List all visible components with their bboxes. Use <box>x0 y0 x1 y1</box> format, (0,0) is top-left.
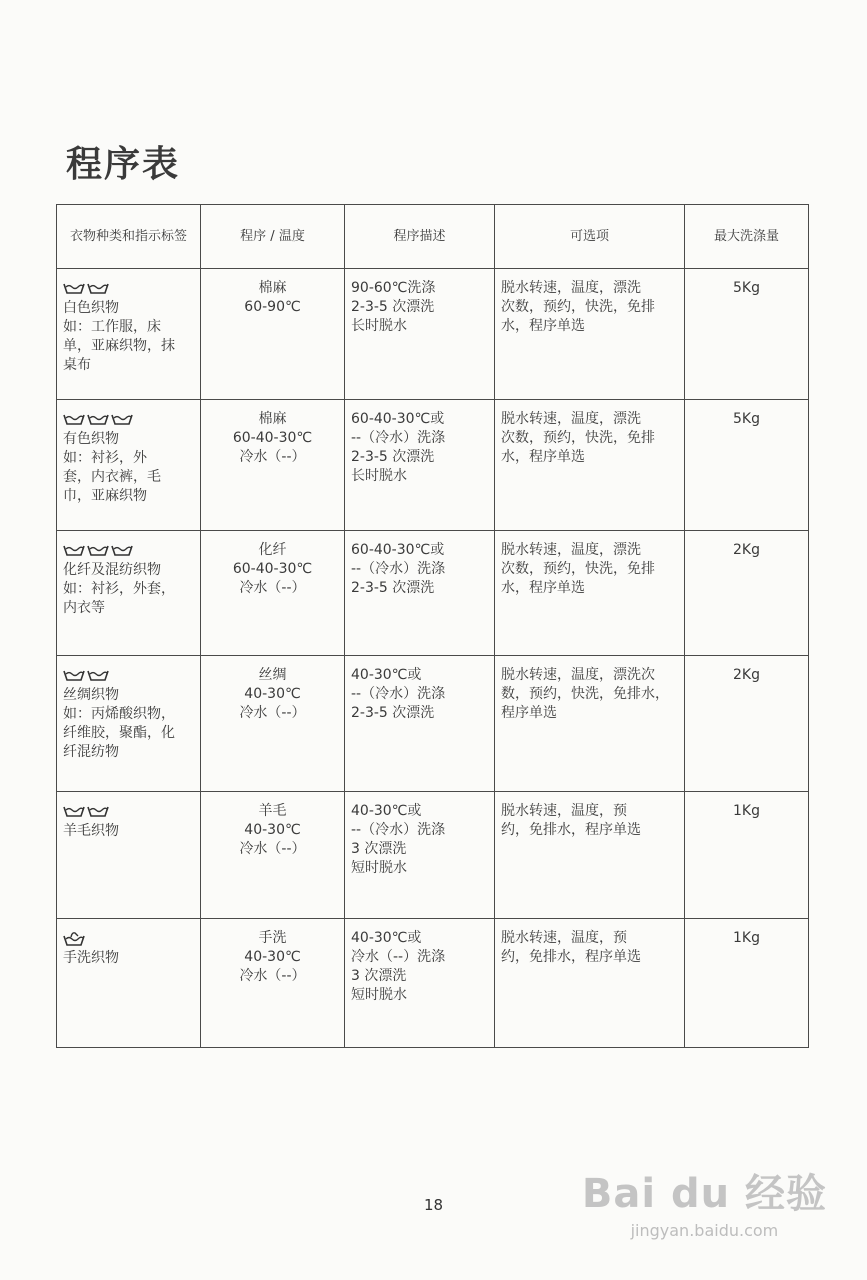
fabric-line: 丝绸织物 <box>63 687 119 704</box>
program-line: 40-30℃ <box>244 821 301 838</box>
wash-tub-icon <box>63 668 85 682</box>
header-max-load: 最大洗涤量 <box>685 205 809 269</box>
program-line: 冷水（--） <box>239 449 306 466</box>
program-desc-cell <box>345 400 495 531</box>
description-line: --（冷水）洗涤 <box>351 821 446 838</box>
fabric-line: 如：衬衫，外 <box>63 450 147 467</box>
description-line: --（冷水）洗涤 <box>351 686 446 703</box>
table-row <box>57 791 809 918</box>
options-cell <box>495 656 685 791</box>
max-load-cell: 5Kg <box>685 400 809 531</box>
care-symbols <box>63 279 194 297</box>
program-desc-cell <box>345 791 495 918</box>
program-table <box>56 204 809 1048</box>
description-line: 2-3-5 次漂洗 <box>351 705 435 722</box>
wash-tub-icon <box>87 412 109 426</box>
program-temp-cell <box>201 531 345 656</box>
program-temp-cell <box>201 269 345 400</box>
fabric-type-cell <box>57 531 201 656</box>
program-temp-cell <box>201 918 345 1047</box>
care-symbols <box>63 410 194 428</box>
description-line: 2-3-5 次漂洗 <box>351 580 435 597</box>
options-line: 水，程序单选 <box>501 449 585 466</box>
program-line: 棉麻 <box>258 280 287 296</box>
fabric-line: 巾，亚麻织物 <box>63 488 147 505</box>
description-line: 3 次漂洗 <box>351 967 407 984</box>
fabric-type-cell <box>57 656 201 791</box>
table-row <box>57 400 809 531</box>
options-line: 脱水转速，温度，预 <box>501 802 627 819</box>
care-symbols <box>63 541 194 559</box>
page-title: 程序表 <box>66 144 181 185</box>
description-line: 短时脱水 <box>351 859 407 876</box>
care-symbols <box>63 666 194 684</box>
header-program-temp: 程序 / 温度 <box>201 205 345 269</box>
table-body <box>57 269 809 1048</box>
program-line: 化纤 <box>258 542 287 559</box>
table-row <box>57 531 809 656</box>
program-temp-cell <box>201 791 345 918</box>
options-cell <box>495 400 685 531</box>
description-line: --（冷水）洗涤 <box>351 430 446 447</box>
description-line: 冷水（--）洗涤 <box>351 948 446 965</box>
description-line: 长时脱水 <box>351 318 407 334</box>
page-number: 18 <box>423 1196 444 1214</box>
description-line: 40-30℃或 <box>351 802 422 819</box>
wash-tub-icon <box>63 804 85 818</box>
options-line: 次数，预约，快洗，免排 <box>501 299 655 315</box>
program-line: 冷水（--） <box>239 840 306 857</box>
options-cell <box>495 918 685 1047</box>
fabric-line: 羊毛织物 <box>63 822 119 839</box>
options-line: 次数，预约，快洗，免排 <box>501 430 655 447</box>
description-line: 40-30℃或 <box>351 667 422 684</box>
description-line: 40-30℃或 <box>351 929 422 946</box>
description-line: --（冷水）洗涤 <box>351 561 446 578</box>
fabric-line: 如：衬衫，外套， <box>63 581 175 598</box>
fabric-line: 白色织物 <box>63 300 119 316</box>
wash-tub-icon <box>87 543 109 557</box>
max-load-cell: 1Kg <box>685 918 809 1047</box>
watermark-logo: Bai du 经验 <box>581 1171 827 1217</box>
fabric-line: 套，内衣裤，毛 <box>63 469 161 486</box>
header-options: 可选项 <box>495 205 685 269</box>
program-temp-cell <box>201 656 345 791</box>
options-line: 数，预约，快洗，免排水， <box>501 686 669 703</box>
max-load-cell: 2Kg <box>685 531 809 656</box>
options-line: 约，免排水，程序单选 <box>501 948 641 965</box>
fabric-line: 如：工作服，床 <box>63 319 161 335</box>
options-line: 脱水转速，温度，漂洗 <box>501 411 641 428</box>
options-line: 约，免排水，程序单选 <box>501 821 641 838</box>
program-desc-cell <box>345 918 495 1047</box>
program-line: 冷水（--） <box>239 580 306 597</box>
fabric-line: 桌布 <box>63 357 91 373</box>
program-desc-cell <box>345 656 495 791</box>
description-line: 短时脱水 <box>351 986 407 1003</box>
description-line: 3 次漂洗 <box>351 840 407 857</box>
watermark <box>582 1162 827 1240</box>
wash-tub-icon <box>63 281 85 295</box>
fabric-line: 内衣等 <box>63 600 105 617</box>
program-line: 40-30℃ <box>244 948 301 965</box>
fabric-type-cell <box>57 400 201 531</box>
header-program-desc: 程序描述 <box>345 205 495 269</box>
program-line: 60-90℃ <box>244 299 301 315</box>
options-line: 脱水转速，温度，漂洗 <box>501 280 641 296</box>
program-line: 冷水（--） <box>239 705 306 722</box>
fabric-type-cell <box>57 269 201 400</box>
fabric-type-cell <box>57 918 201 1047</box>
options-line: 脱水转速，温度，预 <box>501 929 627 946</box>
header-fabric-type: 衣物种类和指示标签 <box>57 205 201 269</box>
description-line: 长时脱水 <box>351 468 407 485</box>
fabric-line: 如：丙烯酸织物， <box>63 706 175 723</box>
max-load-cell: 1Kg <box>685 791 809 918</box>
options-cell <box>495 791 685 918</box>
program-line: 丝绸 <box>258 667 287 684</box>
care-symbols <box>63 929 194 947</box>
table-row <box>57 918 809 1047</box>
wash-tub-icon <box>87 281 109 295</box>
fabric-line: 纤维胶，聚酯，化 <box>63 725 175 742</box>
description-line: 2-3-5 次漂洗 <box>351 449 435 466</box>
program-line: 60-40-30℃ <box>232 561 313 578</box>
fabric-line: 有色织物 <box>63 431 119 448</box>
wash-tub-icon <box>87 668 109 682</box>
program-line: 棉麻 <box>258 411 287 428</box>
program-line: 60-40-30℃ <box>232 430 313 447</box>
wash-tub-icon <box>111 412 133 426</box>
fabric-line: 化纤及混纺织物 <box>63 562 161 579</box>
max-load-cell: 5Kg <box>685 269 809 400</box>
table-header-row <box>57 205 809 269</box>
wash-tub-icon <box>63 543 85 557</box>
table-row <box>57 269 809 400</box>
description-line: 60-40-30℃或 <box>351 411 445 428</box>
options-line: 程序单选 <box>501 705 557 722</box>
program-line: 40-30℃ <box>244 686 301 703</box>
fabric-type-cell <box>57 791 201 918</box>
care-symbols <box>63 802 194 820</box>
program-line: 手洗 <box>258 929 287 946</box>
description-line: 90-60℃洗涤 <box>351 280 436 296</box>
description-line: 60-40-30℃或 <box>351 542 445 559</box>
program-desc-cell <box>345 269 495 400</box>
options-line: 水，程序单选 <box>501 580 585 597</box>
hand-wash-icon <box>63 931 85 945</box>
options-cell <box>495 531 685 656</box>
options-line: 水，程序单选 <box>501 318 585 334</box>
options-line: 脱水转速，温度，漂洗次 <box>501 667 655 684</box>
options-cell <box>495 269 685 400</box>
table-row <box>57 656 809 791</box>
wash-tub-icon <box>87 804 109 818</box>
program-temp-cell <box>201 400 345 531</box>
program-line: 冷水（--） <box>239 967 306 984</box>
wash-tub-icon <box>63 412 85 426</box>
wash-tub-icon <box>111 543 133 557</box>
program-desc-cell <box>345 531 495 656</box>
max-load-cell: 2Kg <box>685 656 809 791</box>
fabric-line: 纤混纺物 <box>63 744 119 761</box>
options-line: 次数，预约，快洗，免排 <box>501 561 655 578</box>
program-line: 羊毛 <box>258 802 287 819</box>
fabric-line: 单，亚麻织物，抹 <box>63 338 175 354</box>
watermark-site: jingyan.baidu.com <box>630 1221 779 1240</box>
description-line: 2-3-5 次漂洗 <box>351 299 435 315</box>
options-line: 脱水转速，温度，漂洗 <box>501 542 641 559</box>
fabric-line: 手洗织物 <box>63 949 119 966</box>
